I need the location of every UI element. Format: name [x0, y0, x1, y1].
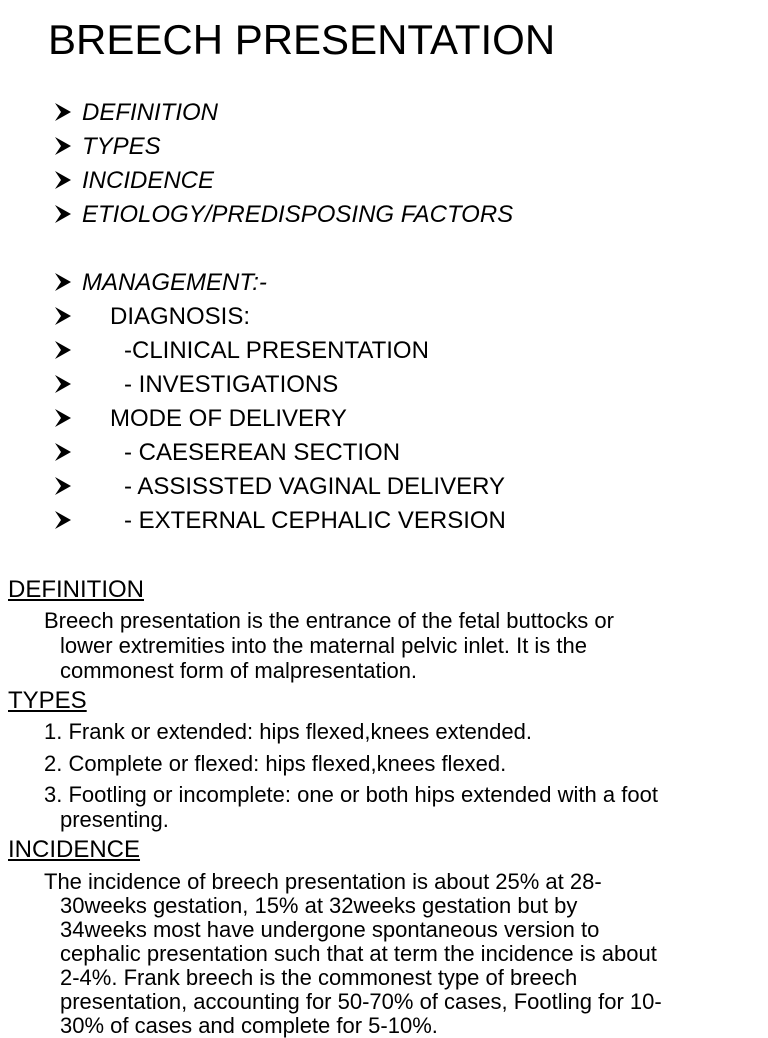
arrowhead-bullet-icon — [54, 408, 72, 428]
types-item-footling: 3. Footling or incomplete: one or both hips extended with a foot — [44, 782, 658, 807]
incidence-line: The incidence of breech presentation is about 25% at 28- — [44, 869, 602, 894]
types-heading: TYPES — [8, 687, 87, 714]
outline-item-label: ETIOLOGY/PREDISPOSING FACTORS — [82, 201, 514, 228]
arrowhead-bullet-icon — [54, 442, 72, 462]
outline-item-label: MANAGEMENT:- — [82, 269, 267, 296]
incidence-line: 2-4%. Frank breech is the commonest type of breech — [60, 965, 578, 990]
outline-item-label: - EXTERNAL CEPHALIC VERSION — [124, 507, 506, 534]
outline-item-label: - ASSISSTED VAGINAL DELIVERY — [124, 473, 506, 500]
arrowhead-bullet-icon — [54, 204, 72, 224]
types-item-frank: 1. Frank or extended: hips flexed,knees extended. — [44, 719, 532, 744]
outline-item-label: INCIDENCE — [82, 167, 215, 194]
arrowhead-bullet-icon — [54, 306, 72, 326]
arrowhead-bullet-icon — [54, 170, 72, 190]
outline-item-label: MODE OF DELIVERY — [110, 405, 347, 432]
incidence-line: 30% of cases and complete for 5-10%. — [60, 1013, 438, 1038]
page-title: BREECH PRESENTATION — [48, 16, 556, 63]
outline-item-label: - INVESTIGATIONS — [124, 371, 339, 398]
arrowhead-bullet-icon — [54, 272, 72, 292]
arrowhead-bullet-icon — [54, 476, 72, 496]
arrowhead-bullet-icon — [54, 136, 72, 156]
arrowhead-bullet-icon — [54, 102, 72, 122]
arrowhead-bullet-icon — [54, 340, 72, 360]
arrowhead-bullet-icon — [54, 510, 72, 530]
incidence-line: 30weeks gestation, 15% at 32weeks gestation but by — [60, 893, 578, 918]
types-item-footling-cont: presenting. — [60, 807, 169, 832]
outline-item-label: DIAGNOSIS: — [110, 303, 251, 330]
definition-line: Breech presentation is the entrance of the fetal buttocks or — [44, 608, 614, 633]
definition-line: commonest form of malpresentation. — [60, 658, 418, 683]
incidence-line: cephalic presentation such that at term the incidence is about — [60, 941, 657, 966]
incidence-line: presentation, accounting for 50-70% of cases, Footling for 10- — [60, 989, 662, 1014]
definition-heading: DEFINITION — [8, 576, 144, 603]
types-item-complete: 2. Complete or flexed: hips flexed,knees flexed. — [44, 751, 507, 776]
outline-item-label: DEFINITION — [82, 99, 218, 126]
arrowhead-bullet-icon — [54, 374, 72, 394]
incidence-line: 34weeks most have undergone spontaneous version to — [60, 917, 600, 942]
outline-item-label: - CAESEREAN SECTION — [124, 439, 401, 466]
outline-item-label: -CLINICAL PRESENTATION — [124, 337, 429, 364]
definition-line: lower extremities into the maternal pelvic inlet. It is the — [60, 633, 588, 658]
incidence-heading: INCIDENCE — [8, 836, 141, 863]
outline-item-label: TYPES — [82, 133, 161, 160]
